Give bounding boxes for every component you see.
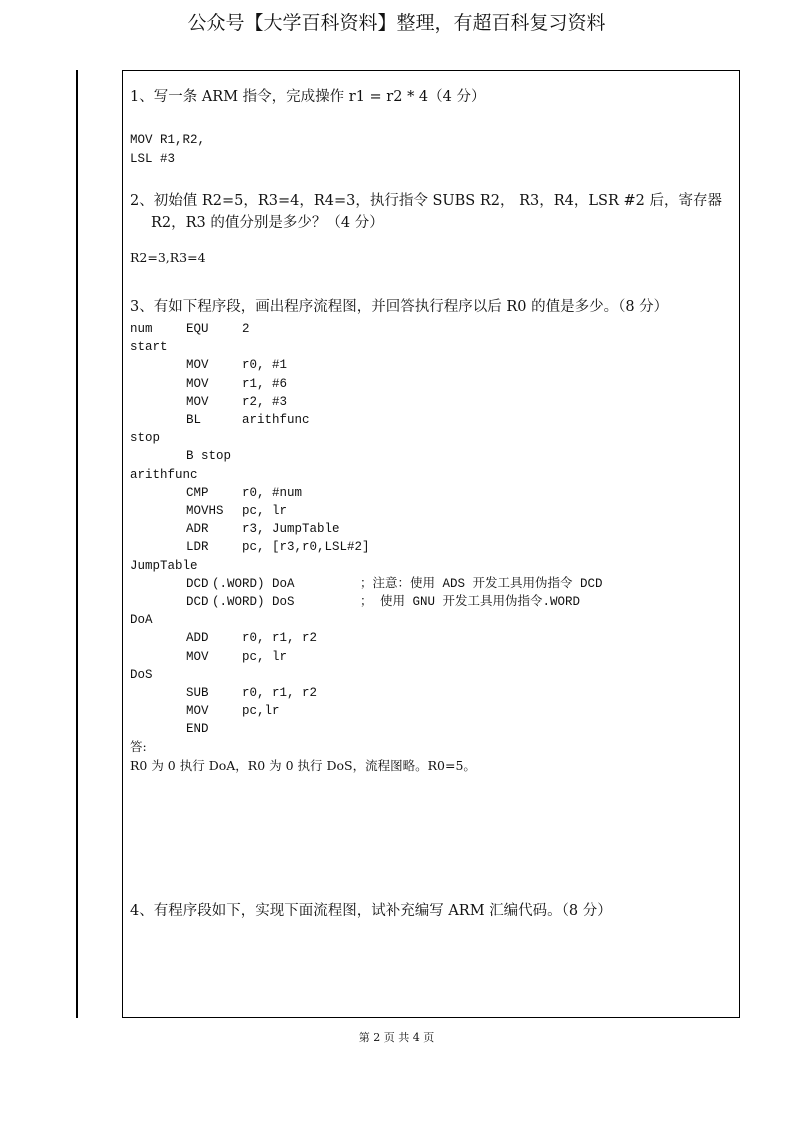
code-mnemonic: MOV xyxy=(186,358,209,373)
code-label: num xyxy=(130,322,153,336)
code-operands: (.WORD) DoS xyxy=(212,595,295,609)
code-operands: arithfunc xyxy=(242,413,310,427)
code-comment: ； 使用 GNU 开发工具用伪指令.WORD xyxy=(360,595,581,609)
code-mnemonic: SUB xyxy=(186,686,209,700)
code-operands: r0, r1, r2 xyxy=(242,686,318,700)
code-mnemonic: CMP xyxy=(186,485,209,500)
code-operands: r0, #num xyxy=(242,485,303,500)
code-operands: r0, r1, r2 xyxy=(242,631,318,646)
code-label: DoA xyxy=(130,613,153,628)
page-footer: 第 2 页 共 4 页 xyxy=(358,1031,435,1044)
code-operands: r2, #3 xyxy=(242,394,288,409)
code-mnemonic: DCD xyxy=(186,595,209,609)
code-mnemonic: DCD xyxy=(186,576,209,591)
code-operands: (.WORD) DoA xyxy=(212,576,295,591)
code-operands: r1, #6 xyxy=(242,376,288,391)
code-operands: r0, #1 xyxy=(242,358,288,373)
code-mnemonic: LDR xyxy=(186,540,209,555)
code-mnemonic: EQU xyxy=(186,322,209,336)
question-3: 3、有如下程序段，画出程序流程图，并回答执行程序以后 R0 的值是多少。（8 分） xyxy=(130,299,669,315)
q3-answer-label: 答: xyxy=(130,739,147,754)
code-mnemonic: ADR xyxy=(186,522,209,537)
answer-box xyxy=(122,70,740,1018)
q2-answer: R2=3,R3=4 xyxy=(130,250,206,265)
code-mnemonic: END xyxy=(186,722,209,737)
question-4: 4、有程序段如下，实现下面流程图，试补充编写 ARM 汇编代码。（8 分） xyxy=(130,903,612,919)
code-mnemonic: MOV xyxy=(186,394,209,409)
code-operands: r3, JumpTable xyxy=(242,522,340,537)
code-operands: pc, lr xyxy=(242,649,288,664)
code-label: start xyxy=(130,340,168,355)
code-label: stop xyxy=(130,431,161,446)
code-mnemonic: MOV xyxy=(186,376,209,391)
binding-margin-line xyxy=(76,70,78,1018)
question-1: 1、写一条 ARM 指令，完成操作 r1 = r2 * 4（4 分） xyxy=(130,89,486,105)
code-label: JumpTable xyxy=(130,558,198,573)
code-label: DoS xyxy=(130,667,153,682)
code-comment: ；注意：使用 ADS 开发工具用伪指令 DCD xyxy=(360,576,603,591)
code-mnemonic: MOV xyxy=(186,649,209,664)
code-operands: pc,lr xyxy=(242,704,280,719)
code-operands: 2 xyxy=(242,322,250,336)
q3-answer: R0 为 0 执行 DoA，R0 为 0 执行 DoS，流程图略。R0=5。 xyxy=(130,758,476,773)
code-mnemonic: ADD xyxy=(186,631,209,646)
code-mnemonic: MOV xyxy=(186,704,209,719)
q1-answer-line: MOV R1,R2, xyxy=(130,133,206,147)
code-operands: pc, [r3,r0,LSL#2] xyxy=(242,540,370,555)
code-mnemonic: MOVHS xyxy=(186,504,224,518)
q1-answer-line: LSL #3 xyxy=(130,152,176,166)
code-mnemonic: BL xyxy=(186,413,202,427)
code-label: arithfunc xyxy=(130,467,198,482)
page-header: 公众号【大学百科资料】整理，有超百科复习资料 xyxy=(187,12,606,34)
question-2-line2: R2，R3 的值分别是多少？（4 分） xyxy=(151,215,384,231)
code-mnemonic: B stop xyxy=(186,449,232,464)
code-operands: pc, lr xyxy=(242,504,288,518)
question-2-line1: 2、初始值 R2=5，R3=4，R4=3，执行指令 SUBS R2， R3，R4，LSR #2 后，寄存器 xyxy=(130,193,722,209)
